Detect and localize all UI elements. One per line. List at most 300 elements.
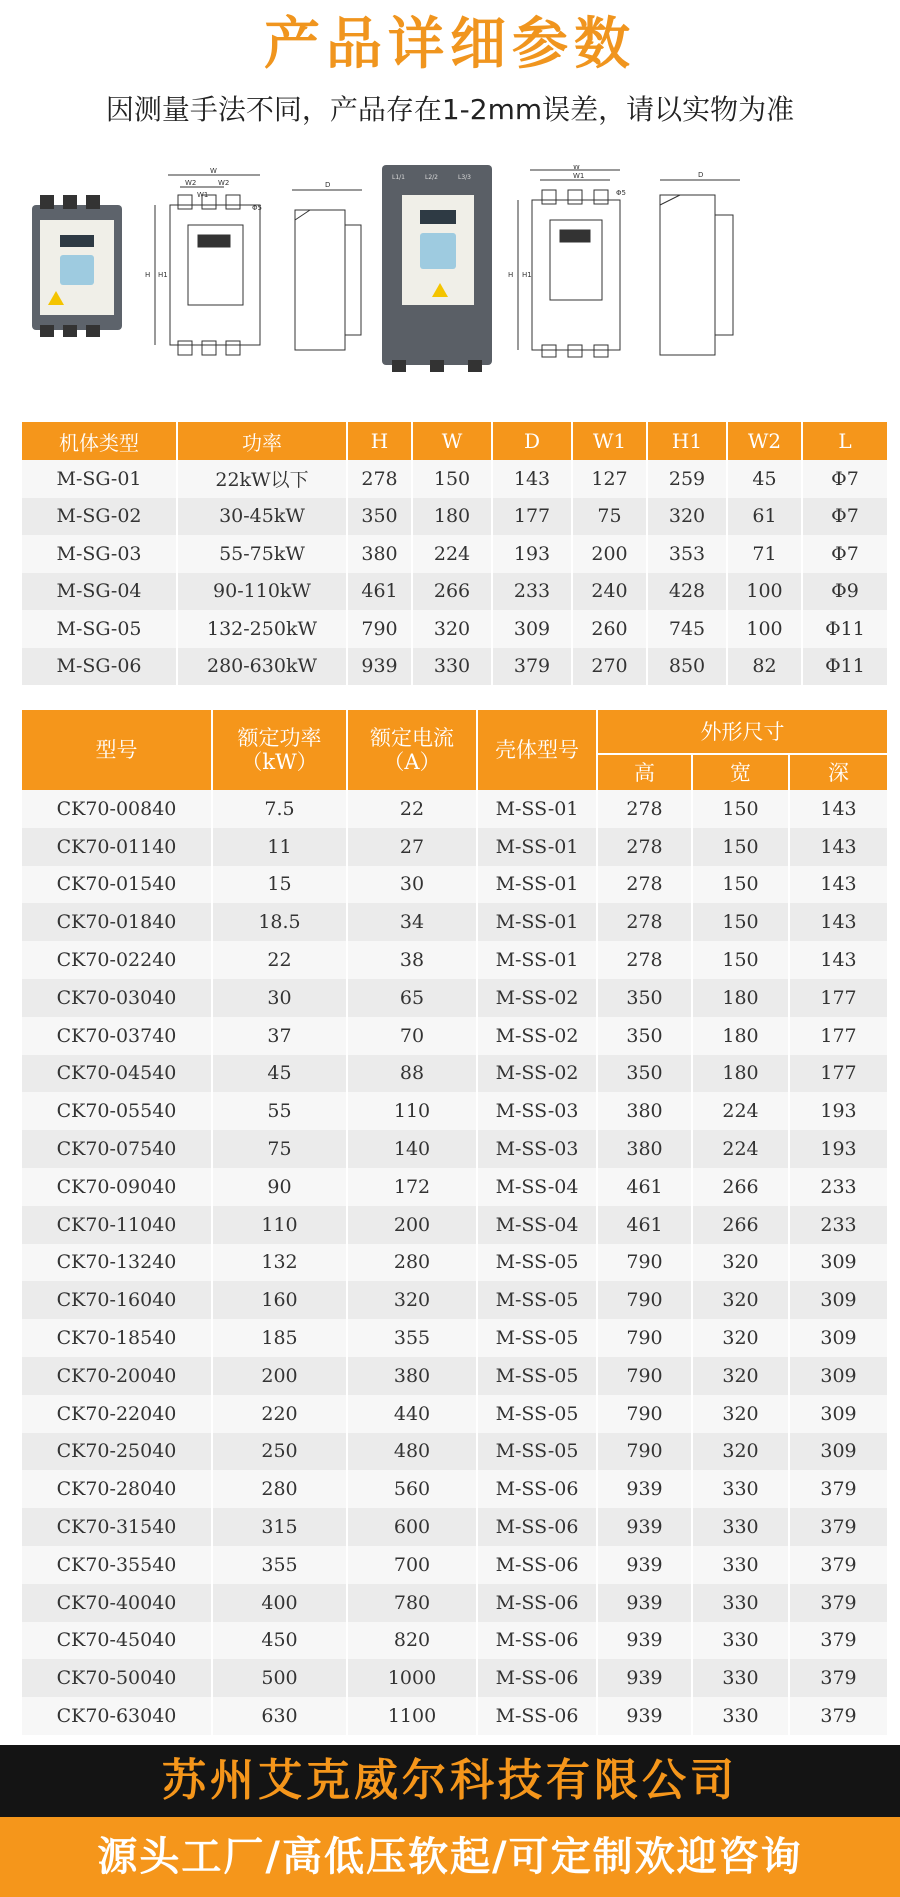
table-cell: Φ7 [802, 460, 888, 498]
table-cell: 330 [692, 1584, 789, 1622]
table-cell: 320 [692, 1357, 789, 1395]
table-cell: 309 [492, 610, 572, 648]
dim-label: W1 [197, 191, 209, 199]
table-cell: 82 [727, 648, 802, 686]
table-cell: 132 [212, 1244, 347, 1282]
table-row [22, 648, 888, 686]
company-banner: 苏州艾克威尔科技有限公司 [0, 1745, 900, 1817]
table-cell: 55 [212, 1092, 347, 1130]
table-cell: 55-75kW [177, 535, 347, 573]
slogan-banner: 源头工厂/高低压软起/可定制欢迎咨询 [0, 1817, 900, 1897]
table-cell: Φ11 [802, 610, 888, 648]
table-row [22, 1508, 888, 1546]
table-cell: 379 [789, 1584, 888, 1622]
table-cell: M-SS-06 [477, 1546, 597, 1584]
table-cell: 150 [692, 790, 789, 828]
table-row [22, 866, 888, 904]
table-cell: 350 [597, 979, 692, 1017]
table-cell: 461 [347, 573, 412, 611]
table-cell: CK70-35540 [22, 1546, 212, 1584]
table1-header-cell: D [492, 422, 572, 460]
table-cell: 185 [212, 1319, 347, 1357]
table-cell: 224 [692, 1092, 789, 1130]
table-cell: M-SS-06 [477, 1470, 597, 1508]
table-cell: M-SS-06 [477, 1697, 597, 1735]
table-row [22, 1244, 888, 1282]
table-row [22, 1395, 888, 1433]
table-cell: 560 [347, 1470, 477, 1508]
table-cell: 790 [347, 610, 412, 648]
table-cell: 260 [572, 610, 647, 648]
table-cell: 266 [412, 573, 492, 611]
table-cell: 939 [347, 648, 412, 686]
table-cell: 34 [347, 903, 477, 941]
table-cell: 330 [692, 1508, 789, 1546]
table-cell: 30 [347, 866, 477, 904]
table-cell: 850 [647, 648, 727, 686]
table-cell: 7.5 [212, 790, 347, 828]
dimension-drawing-front-2 [508, 165, 626, 357]
table-cell: 330 [692, 1659, 789, 1697]
model-specification-table [22, 710, 889, 1735]
table-cell: 193 [789, 1130, 888, 1168]
dim-label: W1 [573, 172, 585, 180]
table-cell: 90-110kW [177, 573, 347, 611]
table-cell: 30-45kW [177, 498, 347, 536]
table-cell: 450 [212, 1622, 347, 1660]
table1-header-cell: W1 [572, 422, 647, 460]
table-cell: 320 [692, 1433, 789, 1471]
table-cell: M-SS-06 [477, 1508, 597, 1546]
table-cell: CK70-31540 [22, 1508, 212, 1546]
table-row [22, 1622, 888, 1660]
table-cell: 330 [692, 1622, 789, 1660]
table-cell: CK70-07540 [22, 1130, 212, 1168]
table-cell: CK70-02240 [22, 941, 212, 979]
table-row [22, 1130, 888, 1168]
table-row [22, 1206, 888, 1244]
table-cell: 939 [597, 1508, 692, 1546]
table-cell: M-SS-05 [477, 1395, 597, 1433]
table-cell: 379 [789, 1546, 888, 1584]
product-photo-small [32, 195, 122, 337]
table-row [22, 535, 888, 573]
housing-dimension-table [22, 422, 889, 685]
table-cell: 278 [597, 941, 692, 979]
table-cell: 379 [789, 1697, 888, 1735]
table-cell: 132-250kW [177, 610, 347, 648]
table1-header-cell: L [802, 422, 888, 460]
table-cell: 22kW以下 [177, 460, 347, 498]
page-title: 产品详细参数 [264, 12, 636, 77]
table-cell: M-SG-05 [22, 610, 177, 648]
table-cell: 353 [647, 535, 727, 573]
page-subtitle: 因测量手法不同，产品存在1-2mm误差，请以实物为准 [105, 93, 795, 126]
table-cell: M-SS-05 [477, 1281, 597, 1319]
table-row [22, 790, 888, 828]
table-cell: 143 [492, 460, 572, 498]
table-cell: 200 [347, 1206, 477, 1244]
table-cell: 266 [692, 1168, 789, 1206]
table-cell: M-SS-05 [477, 1319, 597, 1357]
table-cell: CK70-13240 [22, 1244, 212, 1282]
table-cell: 224 [692, 1130, 789, 1168]
table-row [22, 1092, 888, 1130]
table-cell: 143 [789, 866, 888, 904]
table-cell: 233 [789, 1206, 888, 1244]
table-cell: 45 [727, 460, 802, 498]
table-cell: Φ9 [802, 573, 888, 611]
table1-header-cell: 机体类型 [22, 422, 177, 460]
table-cell: M-SS-03 [477, 1130, 597, 1168]
table-cell: 380 [597, 1092, 692, 1130]
table-row [22, 1055, 888, 1093]
table-cell: 790 [597, 1244, 692, 1282]
table-row [22, 1697, 888, 1735]
table-cell: M-SS-06 [477, 1584, 597, 1622]
table-cell: 160 [212, 1281, 347, 1319]
table-cell: Φ11 [802, 648, 888, 686]
table-cell: 172 [347, 1168, 477, 1206]
table-cell: 150 [412, 460, 492, 498]
table-cell: 320 [347, 1281, 477, 1319]
table-cell: CK70-40040 [22, 1584, 212, 1622]
table-row [22, 828, 888, 866]
product-photo-large [382, 165, 492, 372]
table-cell: CK70-25040 [22, 1433, 212, 1471]
table-row [22, 1319, 888, 1357]
table-cell: 379 [789, 1508, 888, 1546]
product-images [20, 165, 890, 395]
dimension-drawing-side-1 [292, 181, 362, 350]
dim-label: W2 [218, 179, 230, 187]
table-cell: 200 [212, 1357, 347, 1395]
table-cell: 280-630kW [177, 648, 347, 686]
table-cell: CK70-28040 [22, 1470, 212, 1508]
table-cell: 309 [789, 1395, 888, 1433]
header-height: 高 [597, 754, 692, 790]
table-cell: M-SG-04 [22, 573, 177, 611]
table-cell: 250 [212, 1433, 347, 1471]
table-cell: 233 [492, 573, 572, 611]
table-cell: 177 [789, 1055, 888, 1093]
terminal-label: L3/3 [458, 174, 471, 181]
table-cell: M-SS-01 [477, 941, 597, 979]
table-cell: 278 [597, 828, 692, 866]
table-cell: 193 [789, 1092, 888, 1130]
table-cell: M-SS-02 [477, 1017, 597, 1055]
table-cell: CK70-05540 [22, 1092, 212, 1130]
table-cell: M-SS-02 [477, 979, 597, 1017]
table-cell: 70 [347, 1017, 477, 1055]
table-cell: M-SS-01 [477, 903, 597, 941]
table-cell: 379 [789, 1470, 888, 1508]
table-cell: CK70-04540 [22, 1055, 212, 1093]
table-cell: 939 [597, 1659, 692, 1697]
table-cell: M-SS-05 [477, 1433, 597, 1471]
table-cell: 150 [692, 866, 789, 904]
table-cell: 180 [692, 1017, 789, 1055]
table-row [22, 1017, 888, 1055]
table-cell: 180 [692, 1055, 789, 1093]
table-cell: 600 [347, 1508, 477, 1546]
table-cell: 127 [572, 460, 647, 498]
table-cell: 320 [692, 1244, 789, 1282]
table1-header-cell: 功率 [177, 422, 347, 460]
table-cell: 320 [647, 498, 727, 536]
table-cell: 150 [692, 828, 789, 866]
table-cell: 400 [212, 1584, 347, 1622]
dim-label: H [145, 271, 151, 279]
table-cell: CK70-16040 [22, 1281, 212, 1319]
dim-label: H1 [522, 271, 532, 279]
table-cell: 320 [692, 1395, 789, 1433]
table-row [22, 573, 888, 611]
table-cell: 330 [692, 1470, 789, 1508]
table-cell: 143 [789, 941, 888, 979]
table-cell: 379 [789, 1622, 888, 1660]
table-row [22, 1584, 888, 1622]
table-cell: 320 [692, 1319, 789, 1357]
table-cell: 224 [412, 535, 492, 573]
table-cell: M-SS-01 [477, 866, 597, 904]
table-cell: 193 [492, 535, 572, 573]
table-cell: 480 [347, 1433, 477, 1471]
table-cell: 355 [347, 1319, 477, 1357]
table-cell: 100 [727, 610, 802, 648]
table-cell: 380 [347, 1357, 477, 1395]
table-row [22, 1659, 888, 1697]
table-cell: 22 [347, 790, 477, 828]
table-cell: 88 [347, 1055, 477, 1093]
table-cell: 150 [692, 903, 789, 941]
table-cell: 745 [647, 610, 727, 648]
table-cell: 939 [597, 1470, 692, 1508]
table-cell: 350 [597, 1055, 692, 1093]
table-cell: 330 [692, 1697, 789, 1735]
table-cell: 380 [347, 535, 412, 573]
table-cell: 278 [597, 903, 692, 941]
table-row [22, 1433, 888, 1471]
table-cell: 320 [412, 610, 492, 648]
table-cell: 790 [597, 1433, 692, 1471]
table-cell: M-SG-02 [22, 498, 177, 536]
table-cell: 240 [572, 573, 647, 611]
table-cell: 233 [789, 1168, 888, 1206]
table-cell: 220 [212, 1395, 347, 1433]
table-cell: 200 [572, 535, 647, 573]
table-cell: 75 [212, 1130, 347, 1168]
table-cell: 100 [727, 573, 802, 611]
table-row [22, 1281, 888, 1319]
table-cell: 180 [412, 498, 492, 536]
table-cell: M-SS-03 [477, 1092, 597, 1130]
table-row [22, 941, 888, 979]
dim-label: Φ5 [252, 204, 262, 212]
dimension-drawing-side-2 [660, 171, 740, 355]
table-cell: 65 [347, 979, 477, 1017]
table-cell: CK70-03740 [22, 1017, 212, 1055]
table-cell: 309 [789, 1319, 888, 1357]
table-cell: 380 [597, 1130, 692, 1168]
table-cell: CK70-01840 [22, 903, 212, 941]
table-cell: M-SG-01 [22, 460, 177, 498]
table-cell: 280 [347, 1244, 477, 1282]
table-cell: M-SS-06 [477, 1659, 597, 1697]
table-cell: 350 [347, 498, 412, 536]
header-model: 型号 [22, 710, 212, 790]
table-cell: CK70-03040 [22, 979, 212, 1017]
table-cell: 939 [597, 1622, 692, 1660]
dim-label: D [698, 171, 704, 179]
table-row [22, 1168, 888, 1206]
header-dimensions: 外形尺寸 [597, 710, 888, 754]
table-cell: CK70-20040 [22, 1357, 212, 1395]
table-cell: 379 [492, 648, 572, 686]
table-cell: 110 [212, 1206, 347, 1244]
table-cell: Φ7 [802, 535, 888, 573]
table-cell: 500 [212, 1659, 347, 1697]
table-cell: M-SS-04 [477, 1168, 597, 1206]
table-cell: 18.5 [212, 903, 347, 941]
table-cell: 330 [692, 1546, 789, 1584]
table-cell: 309 [789, 1357, 888, 1395]
header-rated-current: 额定电流 （A） [347, 710, 477, 790]
table-cell: M-SS-04 [477, 1206, 597, 1244]
table-cell: CK70-11040 [22, 1206, 212, 1244]
table-cell: 939 [597, 1584, 692, 1622]
table-row [22, 498, 888, 536]
table-cell: CK70-18540 [22, 1319, 212, 1357]
dim-label: W2 [185, 179, 197, 187]
table-cell: 939 [597, 1697, 692, 1735]
table-cell: 37 [212, 1017, 347, 1055]
table-cell: 110 [347, 1092, 477, 1130]
table-cell: 177 [492, 498, 572, 536]
table-cell: 355 [212, 1546, 347, 1584]
table-cell: M-SS-02 [477, 1055, 597, 1093]
table-cell: 61 [727, 498, 802, 536]
header-depth: 深 [789, 754, 888, 790]
table1-header-cell: H [347, 422, 412, 460]
header-rated-power: 额定功率 （kW） [212, 710, 347, 790]
terminal-label: L1/1 [392, 174, 405, 181]
table-cell: 309 [789, 1433, 888, 1471]
dim-label: H1 [158, 271, 168, 279]
table-cell: 440 [347, 1395, 477, 1433]
table-cell: M-SS-01 [477, 790, 597, 828]
table-cell: 140 [347, 1130, 477, 1168]
table-cell: 143 [789, 790, 888, 828]
header-shell-type: 壳体型号 [477, 710, 597, 790]
table-cell: 700 [347, 1546, 477, 1584]
table-cell: CK70-00840 [22, 790, 212, 828]
table-cell: 315 [212, 1508, 347, 1546]
table-cell: Φ7 [802, 498, 888, 536]
table-cell: 461 [597, 1168, 692, 1206]
table-cell: 143 [789, 828, 888, 866]
table-cell: 11 [212, 828, 347, 866]
table-cell: 177 [789, 979, 888, 1017]
table1-header-cell: H1 [647, 422, 727, 460]
table-cell: CK70-45040 [22, 1622, 212, 1660]
table-cell: 350 [597, 1017, 692, 1055]
dim-label: W [210, 167, 217, 175]
table-row [22, 460, 888, 498]
table-cell: 379 [789, 1659, 888, 1697]
table-cell: 177 [789, 1017, 888, 1055]
table-cell: 1100 [347, 1697, 477, 1735]
table-cell: 38 [347, 941, 477, 979]
table-cell: M-SS-01 [477, 828, 597, 866]
table-cell: 90 [212, 1168, 347, 1206]
table-cell: 278 [597, 790, 692, 828]
table-cell: CK70-63040 [22, 1697, 212, 1735]
dim-label: W [573, 165, 580, 171]
table-cell: M-SS-05 [477, 1244, 597, 1282]
table-cell: 939 [597, 1546, 692, 1584]
table-cell: 461 [597, 1206, 692, 1244]
table-cell: 22 [212, 941, 347, 979]
table-cell: M-SG-06 [22, 648, 177, 686]
table-cell: CK70-50040 [22, 1659, 212, 1697]
table-cell: M-SS-05 [477, 1357, 597, 1395]
table-row [22, 979, 888, 1017]
table-cell: 790 [597, 1281, 692, 1319]
table-cell: 71 [727, 535, 802, 573]
table-cell: 630 [212, 1697, 347, 1735]
table-cell: 150 [692, 941, 789, 979]
table-row [22, 903, 888, 941]
table-row [22, 1470, 888, 1508]
header-width: 宽 [692, 754, 789, 790]
table-cell: 428 [647, 573, 727, 611]
table-cell: 780 [347, 1584, 477, 1622]
table-cell: 280 [212, 1470, 347, 1508]
table-cell: 1000 [347, 1659, 477, 1697]
dim-label: Φ5 [616, 189, 626, 197]
table-cell: 15 [212, 866, 347, 904]
table-cell: 45 [212, 1055, 347, 1093]
table-cell: 820 [347, 1622, 477, 1660]
table-cell: 309 [789, 1281, 888, 1319]
table-row [22, 1357, 888, 1395]
table-cell: 790 [597, 1357, 692, 1395]
dimension-drawing-front-1 [145, 167, 262, 355]
table-cell: 75 [572, 498, 647, 536]
terminal-label: L2/2 [425, 174, 438, 181]
table-cell: 143 [789, 903, 888, 941]
table-cell: 309 [789, 1244, 888, 1282]
table-cell: 278 [597, 866, 692, 904]
table-cell: 790 [597, 1319, 692, 1357]
table-cell: 330 [412, 648, 492, 686]
table-cell: 30 [212, 979, 347, 1017]
table-cell: CK70-01540 [22, 866, 212, 904]
table-row [22, 1546, 888, 1584]
table-row [22, 610, 888, 648]
table-cell: M-SG-03 [22, 535, 177, 573]
table-cell: 278 [347, 460, 412, 498]
dim-label: D [325, 181, 331, 189]
table-cell: CK70-09040 [22, 1168, 212, 1206]
table-cell: 790 [597, 1395, 692, 1433]
table1-header-cell: W2 [727, 422, 802, 460]
table-cell: CK70-01140 [22, 828, 212, 866]
table-cell: 266 [692, 1206, 789, 1244]
table-cell: M-SS-06 [477, 1622, 597, 1660]
table-cell: 259 [647, 460, 727, 498]
